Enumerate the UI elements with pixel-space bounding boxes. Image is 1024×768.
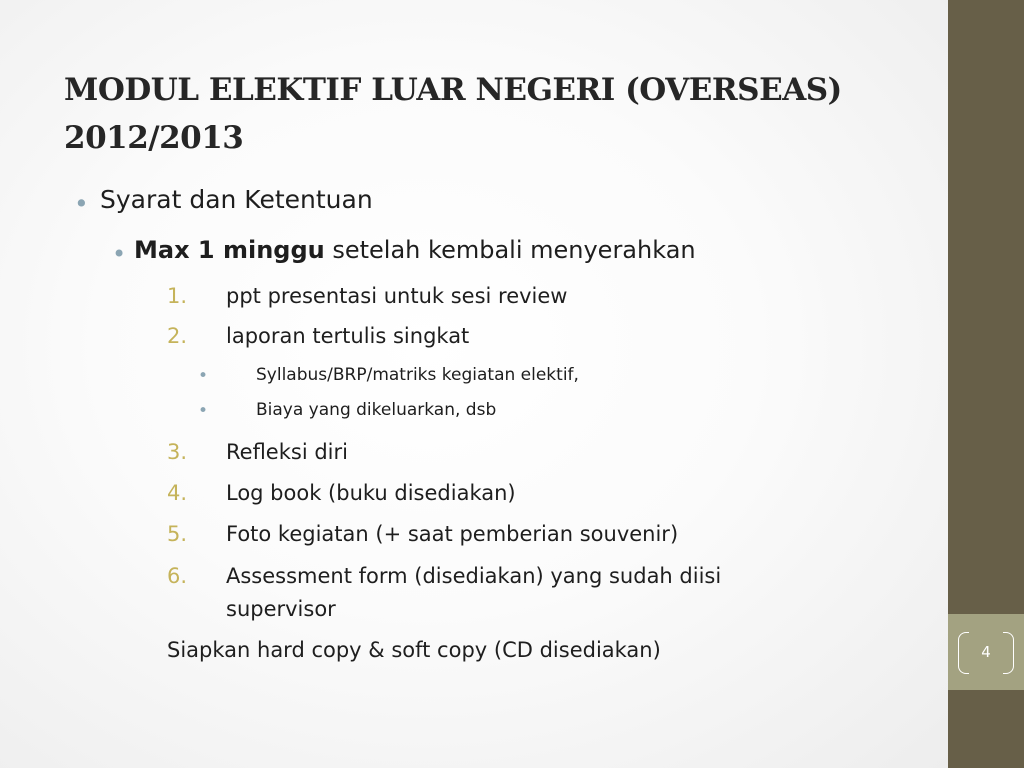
sub-bullet-item: Syllabus/BRP/matriks kegiatan elektif,: [256, 365, 579, 385]
bullet-dot-icon: •: [198, 366, 209, 386]
item-number: 4.: [167, 481, 188, 505]
numbered-item: Assessment form (disediakan) yang sudah diisi: [226, 564, 722, 588]
bullet-dot-icon: •: [112, 240, 127, 268]
bullet-dot-icon: •: [74, 189, 89, 218]
numbered-item: ppt presentasi untuk sesi review: [226, 284, 568, 308]
bullet-dot-icon: •: [198, 401, 209, 421]
sub-bullet-item: Biaya yang dikeluarkan, dsb: [256, 400, 497, 420]
item-number: 3.: [167, 440, 188, 464]
bullet-level2-bold: Max 1 minggu: [134, 236, 325, 264]
numbered-item: Refleksi diri: [226, 440, 348, 464]
bullet-level1: Syarat dan Ketentuan: [100, 185, 373, 214]
page-number-box: [948, 614, 1024, 690]
item-number: 1.: [167, 284, 188, 308]
bullet-level2: [134, 236, 696, 264]
numbered-item: Foto kegiatan (+ saat pemberian souvenir): [226, 522, 679, 546]
numbered-item-continuation: supervisor: [226, 597, 336, 621]
title-line-2: 2012/2013: [64, 120, 244, 156]
item-number: 2.: [167, 324, 188, 348]
title-line-1: MODUL ELEKTIF LUAR NEGERI (OVERSEAS): [64, 72, 842, 108]
page-number: 4: [981, 643, 991, 661]
bullet-level2-rest: setelah kembali menyerahkan: [324, 236, 696, 264]
item-number: 5.: [167, 522, 188, 546]
numbered-item: laporan tertulis singkat: [226, 324, 470, 348]
footer-note: Siapkan hard copy & soft copy (CD disediakan): [167, 638, 661, 662]
numbered-item: Log book (buku disediakan): [226, 481, 516, 505]
slide-title: [64, 66, 934, 162]
item-number: 6.: [167, 564, 188, 588]
